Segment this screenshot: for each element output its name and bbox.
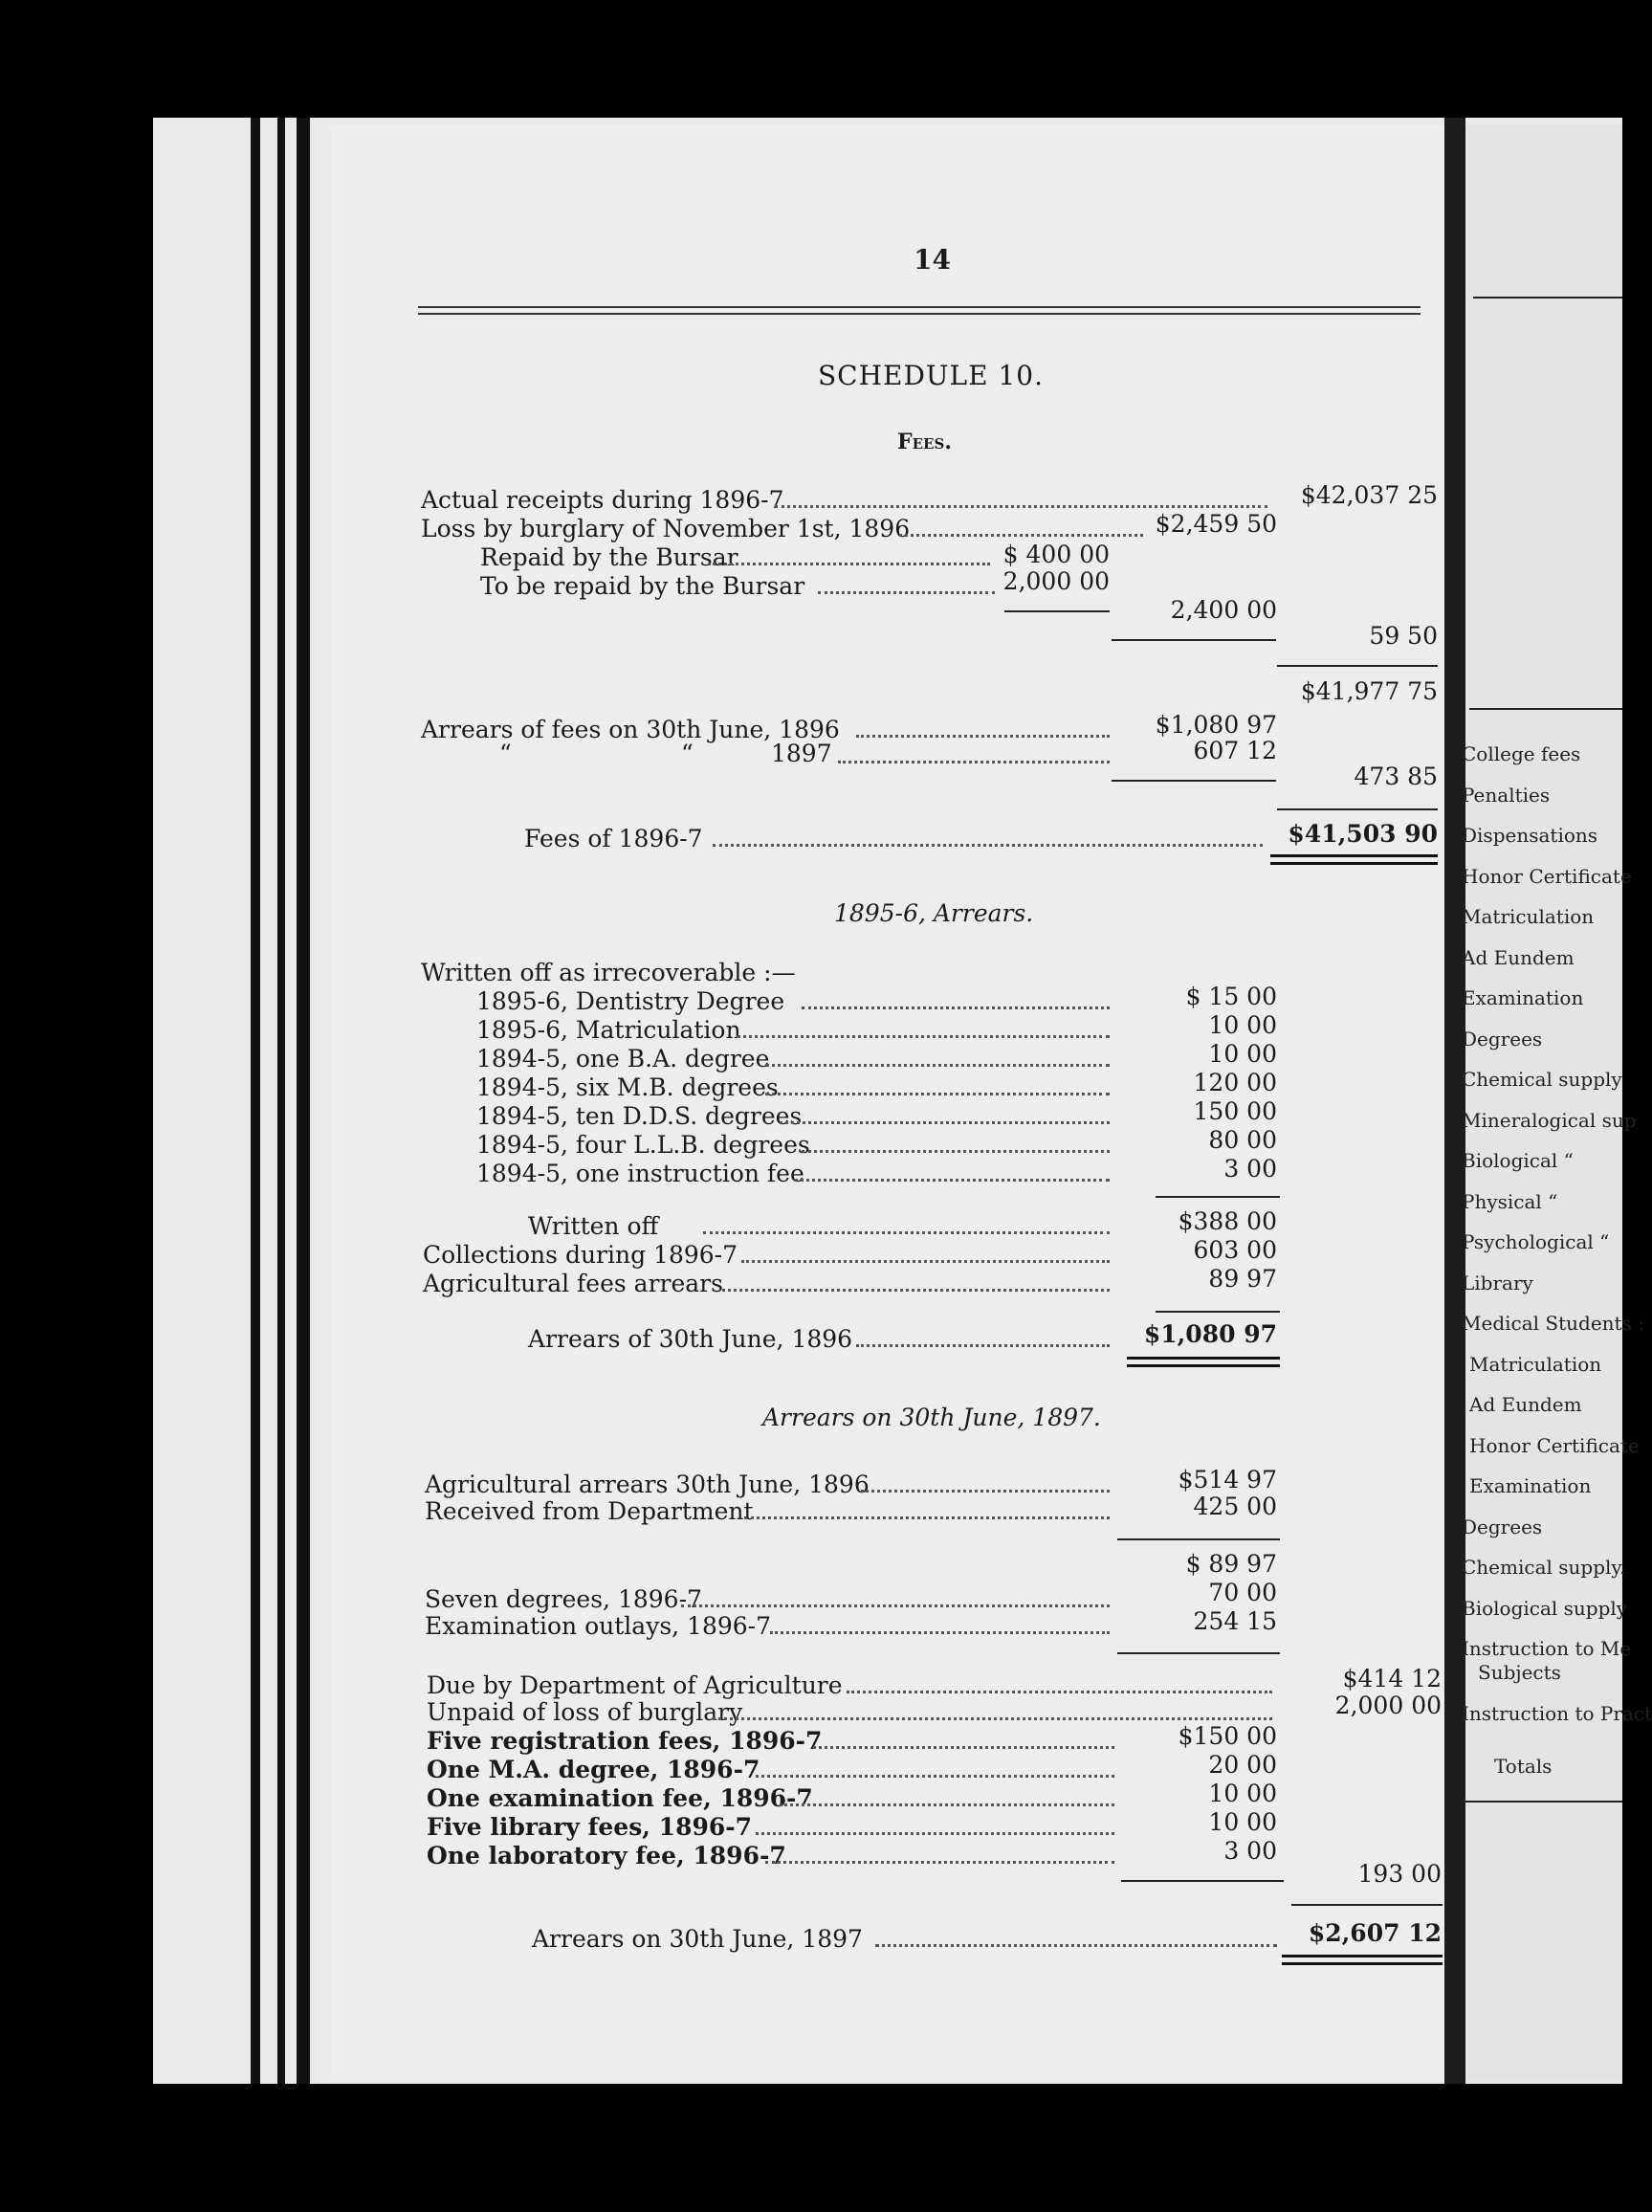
exam-outlays-label: Examination outlays, 1896-7 [425,1612,772,1640]
right-page-line: Examination [1462,986,1584,1009]
written-off-item-label: 1894-5, one B.A. degree [476,1045,770,1073]
right-page-line: Matriculation [1469,1353,1602,1376]
right-page-rule [1462,1801,1622,1803]
double-rule [1270,854,1438,857]
double-rule [1127,1364,1280,1367]
outstanding-fee-label: One M.A. degree, 1896-7 [427,1756,760,1783]
to-be-repaid-label: To be repaid by the Bursar [480,572,805,600]
leader-dots [741,1260,1110,1263]
written-off-item-value: 80 00 [1208,1126,1277,1154]
leader-dots [744,1516,1110,1519]
leader-dots [780,1121,1110,1124]
written-off-item-label: 1894-5, ten D.D.S. degrees [476,1102,803,1130]
actual-receipts-label: Actual receipts during 1896-7 [421,486,784,514]
double-rule [1282,1962,1443,1965]
leader-dots [770,1631,1110,1634]
unpaid-value: 2,000 00 [1334,1692,1442,1719]
written-off-item-label: 1895-6, Matriculation [476,1016,741,1044]
sum-rule [1156,1196,1280,1198]
subtotal-2400: 2,400 00 [1170,596,1277,624]
leader-dots [713,1717,1272,1720]
leader-dots [847,1691,1272,1693]
to-be-repaid-value: 2,000 00 [1002,567,1110,595]
right-page-line: Honor Certificate [1462,865,1632,888]
gutter-shadow [1444,118,1465,2084]
right-page-line: Subjects [1478,1661,1561,1684]
leader-dots [765,1064,1110,1067]
received-label: Received from Department [425,1497,754,1525]
written-off-item-label: 1894-5, six M.B. degrees [476,1073,779,1101]
leader-dots [861,1490,1110,1493]
sum-rule [1117,1538,1280,1540]
sum-rule [1156,1311,1280,1313]
leader-dots [856,735,1110,738]
after-loss-total: $41,977 75 [1300,677,1438,705]
repaid-label: Repaid by the Bursar [480,543,738,571]
leader-dots [794,1179,1110,1182]
right-page-line: Penalties [1462,784,1551,807]
right-page-line: Ad Eundem [1462,946,1575,969]
sum-rule [1277,808,1438,810]
outstanding-fee-value: 20 00 [1208,1751,1277,1779]
outstanding-fee-label: One examination fee, 1896-7 [427,1784,813,1812]
actual-receipts-value: $42,037 25 [1300,481,1438,509]
binding-edge [251,118,260,2084]
sum-rule [1004,610,1110,612]
written-off-item-value: $ 15 00 [1185,983,1277,1010]
right-page-line: Honor Certificate [1469,1434,1640,1457]
right-page-line: Biological supply [1462,1597,1628,1620]
leader-dots [899,534,1143,537]
right-page-line: Chemical supply [1462,1068,1622,1091]
loss-label: Loss by burglary of November 1st, 1896 [421,515,911,542]
right-page-line: Instruction to Me [1462,1637,1632,1660]
right-page-line: Degrees [1462,1028,1543,1051]
outstanding-fee-value: 10 00 [1208,1780,1277,1807]
right-page-line: Dispensations [1462,824,1598,847]
outstanding-fee-value: $150 00 [1178,1722,1277,1750]
arrears-1896-total-label: Arrears of 30th June, 1896 [528,1325,853,1353]
collections-value: 603 00 [1193,1236,1277,1264]
leader-dots [703,1231,1110,1234]
written-off-heading: Written off as irrecoverable :— [421,959,796,986]
right-page-line: Physical “ [1462,1190,1558,1213]
seven-degrees-label: Seven degrees, 1896-7 [425,1585,702,1613]
agri-fees-value: 89 97 [1208,1265,1277,1293]
leader-dots [756,1775,1114,1778]
header-rule [418,306,1421,308]
balance-value: $ 89 97 [1185,1550,1277,1578]
outstanding-fee-label: Five library fees, 1896-7 [427,1813,753,1841]
binding-edge [277,118,285,2084]
agri-arrears-value: $514 97 [1178,1466,1277,1493]
leader-dots [765,1861,1114,1864]
fees-heading: Fees. [897,430,952,454]
header-rule [418,313,1421,315]
leader-dots [713,844,1263,847]
right-page-line: Totals [1494,1755,1553,1778]
final-arrears-label: Arrears on 30th June, 1897 [532,1925,863,1953]
leader-dots [708,563,990,565]
right-page-line: Chemical supply. [1462,1556,1626,1579]
final-arrears-value: $2,607 12 [1308,1919,1442,1947]
leader-dots [802,1006,1110,1009]
written-off-item-value: 10 00 [1208,1040,1277,1068]
right-page-line: Medical Students : [1462,1312,1644,1335]
sum-rule [1277,665,1438,667]
loss-value: $2,459 50 [1155,510,1277,538]
leader-dots [875,1944,1277,1947]
right-page-line: Matriculation [1462,905,1595,928]
right-page-rule [1469,708,1622,710]
leader-dots [681,1604,1110,1607]
received-value: 425 00 [1193,1493,1277,1520]
fees-total: $41,503 90 [1288,820,1438,848]
sum-rule [1117,1652,1280,1654]
leader-dots [737,1035,1110,1038]
leader-dots [765,1093,1110,1095]
written-off-item-value: 120 00 [1193,1069,1277,1096]
leader-dots [775,505,1267,508]
arrears-diff: 473 85 [1354,763,1438,790]
written-off-value: $388 00 [1178,1207,1277,1235]
exam-outlays-value: 254 15 [1193,1607,1277,1635]
leader-dots [722,1289,1110,1292]
outstanding-fee-label: One laboratory fee, 1896-7 [427,1842,786,1869]
unpaid-label: Unpaid of loss of burglary [427,1698,743,1726]
leader-dots [818,591,995,594]
due-label: Due by Department of Agriculture [427,1671,843,1699]
right-page-rule [1473,297,1622,299]
right-page-line: College fees [1462,742,1581,765]
arrears-1897-year: 1897 [771,740,832,767]
written-off-item-label: 1895-6, Dentistry Degree [476,987,785,1015]
double-rule [1270,862,1438,865]
right-page-line: Instruction to Pract [1462,1702,1652,1725]
double-rule [1282,1955,1443,1958]
leader-dots [813,1746,1114,1749]
right-page-line: Ad Eundem [1469,1393,1582,1416]
schedule-title: SCHEDULE 10. [818,360,1044,391]
items-total: 193 00 [1357,1860,1442,1888]
arrears-1896-total-value: $1,080 97 [1143,1320,1277,1348]
written-off-label: Written off [528,1212,659,1240]
written-off-item-value: 150 00 [1193,1097,1277,1125]
leader-dots [802,1150,1110,1153]
arrears-1897-value: 607 12 [1193,737,1277,764]
written-off-item-label: 1894-5, four L.L.B. degrees [476,1131,810,1159]
written-off-item-value: 10 00 [1208,1011,1277,1039]
page-number: 14 [914,244,951,276]
sum-rule [1112,780,1276,782]
agri-arrears-label: Agricultural arrears 30th June, 1896 [425,1471,870,1498]
sum-rule [1112,639,1276,641]
right-page-line: Degrees [1462,1515,1543,1538]
binding-edge [297,118,310,2084]
right-page-line: Examination [1469,1474,1592,1497]
section3-heading: Arrears on 30th June, 1897. [762,1404,1101,1431]
right-page-line: Mineralogical sup [1462,1109,1637,1132]
sum-rule [1291,1904,1443,1906]
seven-degrees-value: 70 00 [1208,1579,1277,1606]
ditto-mark: “ [681,740,694,767]
fees-label: Fees of 1896-7 [524,825,703,852]
written-off-item-label: 1894-5, one instruction fee [476,1160,804,1187]
outstanding-fee-value: 3 00 [1223,1837,1277,1865]
collections-label: Collections during 1896-7 [423,1241,738,1269]
net-loss: 59 50 [1369,622,1438,650]
leader-dots [780,1803,1114,1806]
ditto-mark: “ [499,740,512,767]
arrears-1896-label: Arrears of fees on 30th June, 1896 [421,716,840,743]
right-page [1465,124,1622,2081]
leader-dots [856,1344,1110,1347]
section2-heading: 1895-6, Arrears. [834,899,1034,927]
arrears-1896-value: $1,080 97 [1155,711,1277,739]
leader-dots [756,1832,1114,1835]
sum-rule [1121,1880,1284,1882]
written-off-item-value: 3 00 [1223,1155,1277,1183]
double-rule [1127,1357,1280,1360]
outstanding-fee-value: 10 00 [1208,1808,1277,1836]
leader-dots [838,761,1110,763]
agri-fees-label: Agricultural fees arrears [423,1270,723,1297]
right-page-line: Psychological “ [1462,1230,1610,1253]
outstanding-fee-label: Five registration fees, 1896-7 [427,1727,823,1755]
repaid-value: $ 400 00 [1002,541,1110,568]
due-value: $414 12 [1342,1665,1442,1692]
right-page-line: Biological “ [1462,1149,1574,1172]
right-page-line: Library [1462,1272,1533,1294]
